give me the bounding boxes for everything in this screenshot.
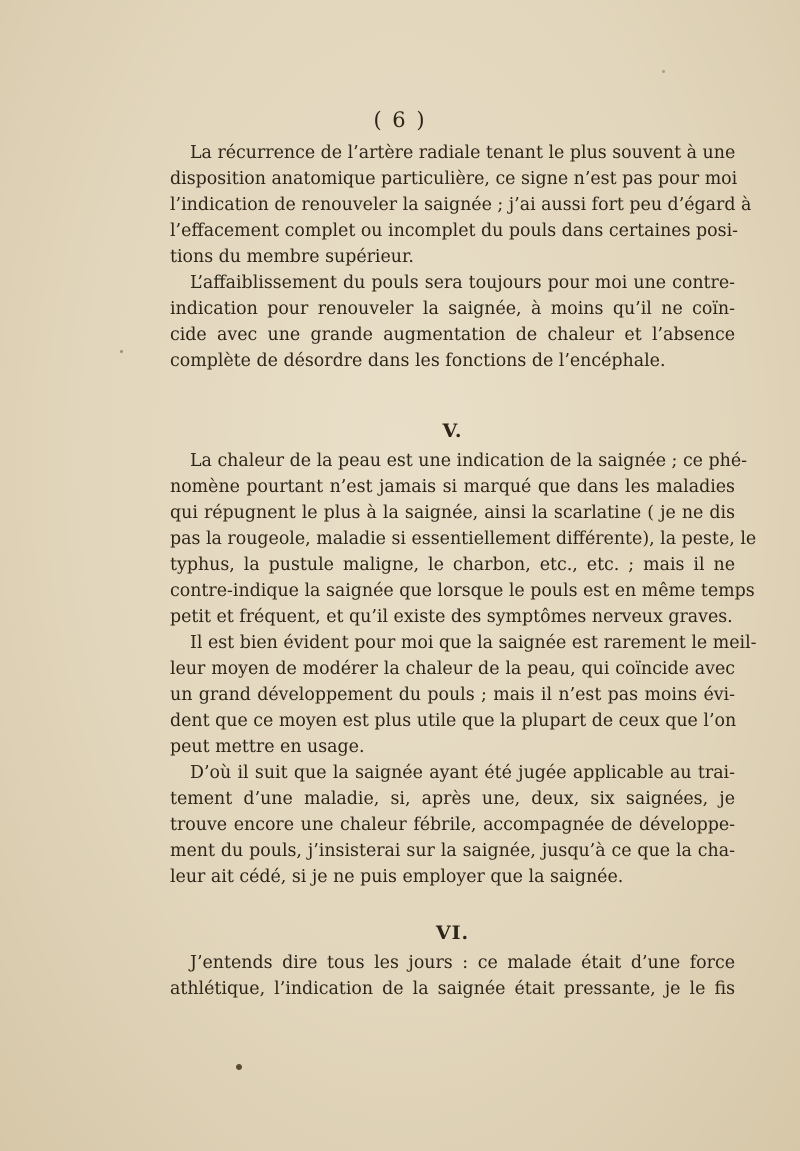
text-line: leur moyen de modérer la chaleur de la peau, qui coïncide avec [170,659,735,679]
paragraph-insist-bleeding [170,760,735,890]
text-line: pas la rougeole, maladie si essentiellement différente), la peste, le [170,529,757,549]
text-line: athlétique, l’indication de la saignée était pressante, je le fis [170,979,735,999]
text-line: L’affaiblissement du pouls sera toujours pour moi une contre- [190,273,735,293]
text-line: D’où il suit que la saignée ayant été jugée applicable au trai- [190,763,735,783]
text-line: cide avec une grande augmentation de chaleur et l’absence [170,325,735,345]
text-line: La récurrence de l’artère radiale tenant le plus souvent à une [190,143,736,163]
paper-spot [662,70,665,73]
text-line: J’entends dire tous les jours : ce malade était d’une force [190,953,735,973]
text-line: disposition anatomique particulière, ce signe n’est pas pour moi [170,169,738,189]
paper-spot [120,350,123,353]
text-line: indication pour renouveler la saignée, à moins qu’il ne coïn- [170,299,735,319]
text-line: l’indication de renouveler la saignée ; j’ai aussi fort peu d’égard à [170,195,752,215]
paragraph-athletic-patient [170,950,735,1002]
paragraph-bleeding-means [170,630,757,760]
text-line: l’effacement complet ou incomplet du pouls dans certaines posi- [170,221,739,241]
text-line: tement d’une maladie, si, après une, deux, six saignées, je [170,789,735,809]
paragraph-skin-heat [170,448,757,630]
spacer [170,374,735,418]
text-line: un grand développement du pouls ; mais il n’est pas moins évi- [170,685,735,705]
page-body [170,140,757,1002]
spacer [170,890,735,920]
section-heading-vi: VI. [435,922,470,944]
page-number: ( 6 ) [373,108,427,132]
text-line: trouve encore une chaleur fébrile, accompagnée de développe- [170,815,735,835]
text-line: La chaleur de la peau est une indication de la saignée ; ce phé- [190,451,748,471]
text-line: qui répugnent le plus à la saignée, ainsi la scarlatine ( je ne dis [170,503,735,523]
text-line: ment du pouls, j’insisterai sur la saignée, jusqu’à ce que la cha- [170,841,735,861]
text-line: Il est bien évident pour moi que la saignée est rarement le meil- [190,633,757,653]
text-line: complète de désordre dans les fonctions de l’encéphale. [170,351,666,371]
text-line: petit et fréquent, et qu’il existe des symptômes nerveux graves. [170,607,733,627]
section-heading-v: V. [442,420,463,442]
paper-spot [236,1064,242,1070]
text-line: peut mettre en usage. [170,737,365,757]
text-line: contre-indique la saignée que lorsque le pouls est en même temps [170,581,755,601]
paragraph-radial-artery [170,140,752,270]
text-line: nomène pourtant n’est jamais si marqué que dans les maladies [170,477,735,497]
text-line: typhus, la pustule maligne, le charbon, etc., etc. ; mais il ne [170,555,735,575]
paragraph-pulse-weakening [170,270,735,374]
text-line: tions du membre supérieur. [170,247,414,267]
text-line: dent que ce moyen est plus utile que la plupart de ceux que l’on [170,711,737,731]
text-line: leur ait cédé, si je ne puis employer que la saignée. [170,867,624,887]
